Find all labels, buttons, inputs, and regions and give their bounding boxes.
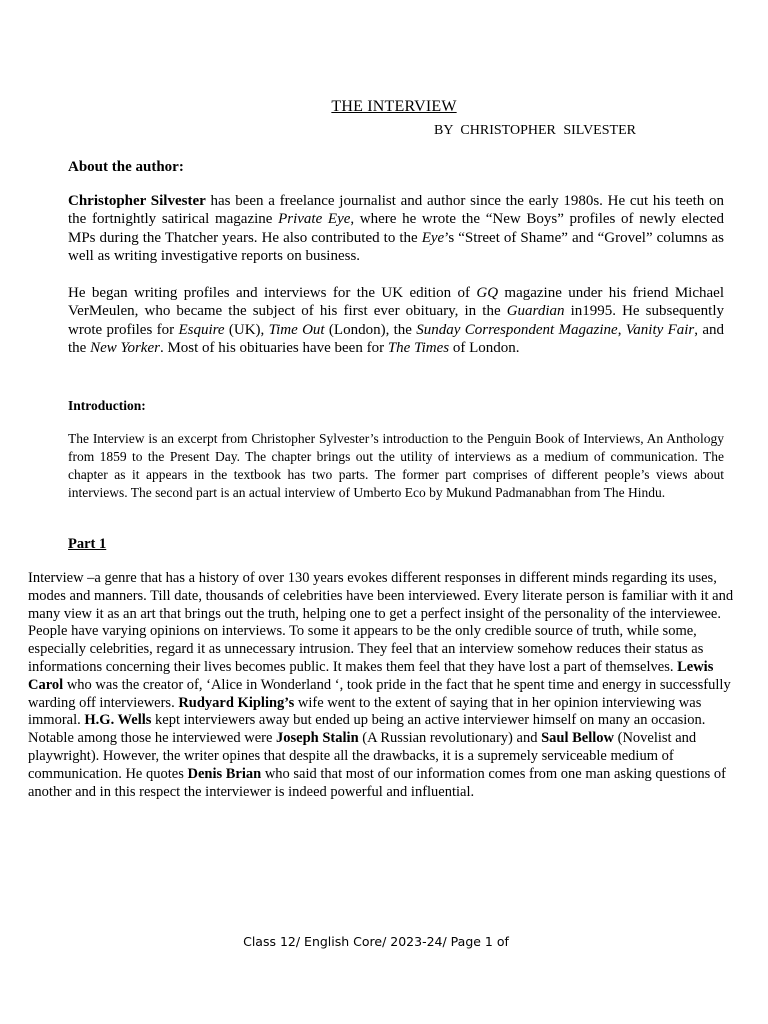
part-1-heading: Part 1 <box>68 536 107 552</box>
document-title: THE INTERVIEW <box>331 98 457 115</box>
author-name: Christopher Silvester <box>68 193 206 209</box>
page-footer: Class 12/ English Core/ 2023-24/ Page 1 of <box>243 934 509 949</box>
introduction-paragraph: The Interview is an excerpt from Christopher Sylvester’s introduction to the Penguin Book of Interviews, An Anthology from 1859 to the Present Day. The chapter brings out the utility of interviews as a medium of communication. The chapter as it appears in the textbook has two parts. The former part comprises of different people’s views about interviews. The second part is an actual interview of Umberto Eco by Mukund Padmanabhan from The Hindu. <box>68 431 724 500</box>
about-author-paragraph-1: Christopher Silvester has been a freelance journalist and author since the early 1980s. He cut his teeth on the fortnightly satirical magazine Private Eye, where he wrote the “New Boys” profiles of newly elected MPs during the Thatcher years. He also contributed to the Eye’s “Street of Shame” and “Grovel” columns as well as writing investigative reports on business. <box>68 193 724 264</box>
about-author-heading: About the author: <box>68 159 184 175</box>
about-author-paragraph-2: He began writing profiles and interviews for the UK edition of GQ magazine under his friend Michael VerMeulen, who became the subject of his first ever obituary, in the Guardian in1995. He subsequently wrote profiles for Esquire (UK), Time Out (London), the Sunday Correspondent Magazine, Vanity Fair, and the New Yorker. Most of his obituaries have been for The Times of London. <box>68 285 724 356</box>
author-byline: BY CHRISTOPHER SILVESTER <box>434 123 636 138</box>
introduction-heading: Introduction: <box>68 398 146 413</box>
part-1-paragraph: Interview –a genre that has a history of over 130 years evokes different responses in different minds regarding its uses, modes and manners. Till date, thousands of celebrities have been interviewed. Every literate person is familiar with it and many view it as an art that brings out the truth, helping one to get a perfect insight of the personality of the interviewee. People have varying opinions on interviews. To some it appears to be the only credible source of truth, while some, especially celebrities, regard it as unnecessary intrusion. They feel that an interview somehow reduces their status as informations concerning their lives becomes public. It makes them feel that they have lost a part of themselves. Lewis Carol who was the creator of, ‘Alice in Wonderland ‘, took pride in the fact that he spent time and energy in successfully warding off interviewers. Rudyard Kipling’s wife went to the extent of saying that in her opinion interviewing was immoral. H.G. Wells kept interviewers away but ended up being an active interviewer himself on many an occasion. Notable among those he interviewed were Joseph Stalin (A Russian revolutionary) and Saul Bellow (Novelist and playwright). However, the writer opines that despite all the drawbacks, it is a supremely serviceable medium of communication. He quotes Denis Brian who said that most of our information comes from one man asking questions of another and in this respect the interviewer is indeed powerful and influential. <box>28 570 734 800</box>
